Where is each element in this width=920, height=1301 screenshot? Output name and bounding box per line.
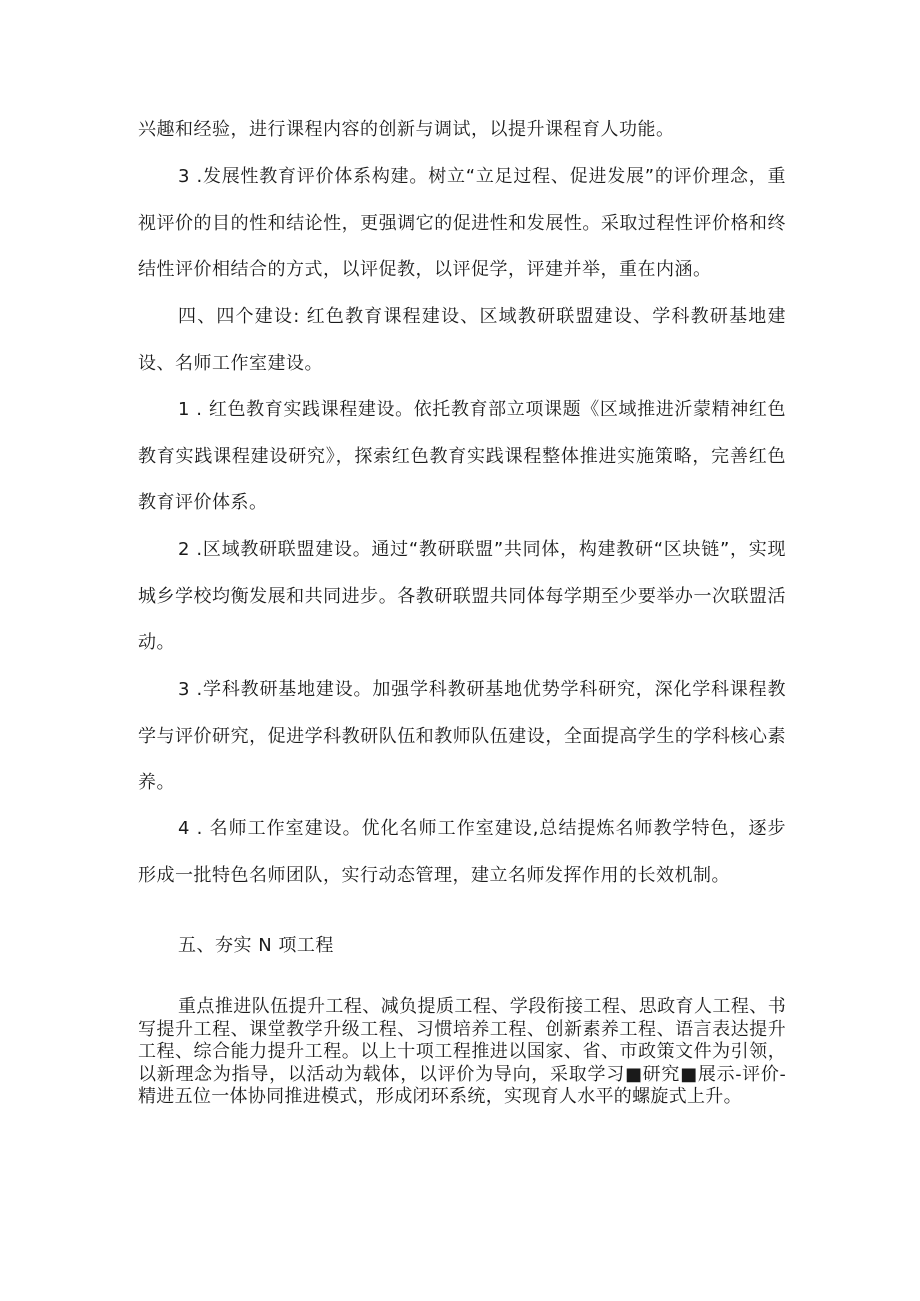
paragraph-red-education: 1 . 红色教育实践课程建设。依托教育部立项课题《区域推进沂蒙精神红色教育实践课程建设研究》，探索红色教育实践课程整体推进实施策略，完善红色教育评价体系。: [138, 399, 786, 513]
paragraph-research-alliance: 2 .区域教研联盟建设。通过“教研联盟”共同体，构建教研“区块链”，实现城乡学校均衡发展和共同进步。各教研联盟共同体每学期至少要举办一次联盟活动。: [138, 539, 786, 653]
paragraph-research-base: 3 .学科教研基地建设。加强学科教研基地优势学科研究，深化学科课程教学与评价研究，促进学科教研队伍和教师队伍建设，全面提高学生的学科核心素养。: [138, 679, 786, 793]
section-heading-n-projects: 五、夯实 N 项工程: [178, 935, 334, 956]
paragraph-ten-projects: 重点推进队伍提升工程、减负提质工程、学段衔接工程、思政育人工程、书写提升工程、课堂教学升级工程、习惯培养工程、创新素养工程、语言表达提升工程、综合能力提升工程。以上十项工程推进以国家、省、市政策文件为引领，以新理念为指导，以活动为载体，以评价为导向，采取学习■研究■展示-评价-精进五位一体协同推进模式，形成闭环系统，实现育人水平的螺旋式上升。: [138, 996, 786, 1107]
section-heading-four-constructions: 四、四个建设: 红色教育课程建设、区域教研联盟建设、学科教研基地建设、名师工作室建设。: [138, 306, 786, 374]
paragraph-evaluation-system: 3 .发展性教育评价体系构建。树立“立足过程、促进发展”的评价理念，重视评价的目的性和结论性，更强调它的促进性和发展性。采取过程性评价格和终结性评价相结合的方式，以评促教，以评促学，评建并举，重在内涵。: [138, 166, 786, 280]
paragraph-continuation: 兴趣和经验，进行课程内容的创新与调试，以提升课程育人功能。: [138, 119, 675, 140]
paragraph-master-teacher-studio: 4 . 名师工作室建设。优化名师工作室建设,总结提炼名师教学特色，逐步形成一批特色名师团队，实行动态管理，建立名师发挥作用的长效机制。: [138, 818, 786, 886]
